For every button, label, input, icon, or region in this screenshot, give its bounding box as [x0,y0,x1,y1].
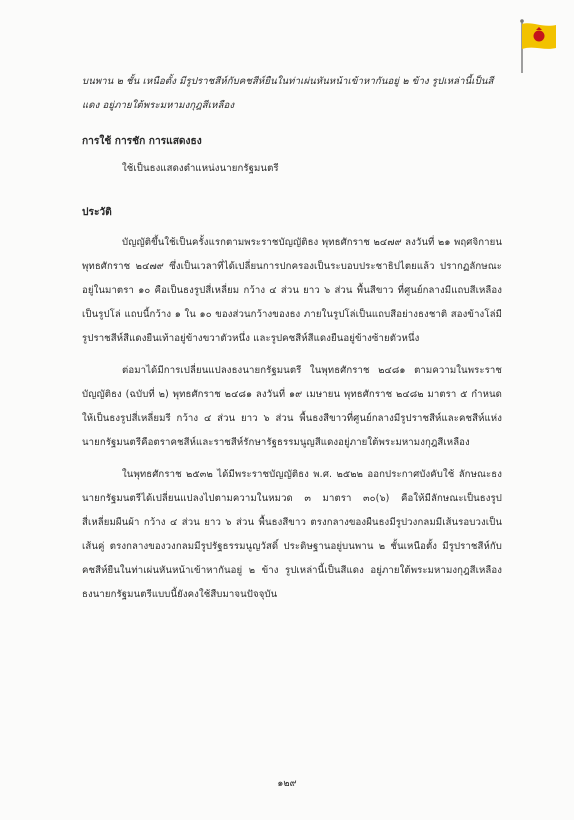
history-section [82,231,502,615]
usage-heading: การใช้ การชัก การแสดงธง [82,136,202,147]
history-paragraph: บัญญัติขึ้นใช้เป็นครั้งแรกตามพระราชบัญญัติธง พุทธศักราช ๒๔๗๙ ลงวันที่ ๒๑ พฤศจิกายน พุทธศักราช ๒๔๗๙ ซึ่งเป็นเวลาที่ได้เปลี่ยนการปกครองเป็นระบอบประชาธิปไตยแล้ว ปรากฏลักษณะอยู่ในมาตรา ๑๐ คือเป็นธงรูปสี่เหลี่ยม กว้าง ๔ ส่วน ยาว ๖ ส่วน พื้นสีขาว ที่ศูนย์กลางมีแถบสีเหลืองเป็นรูปโล่ แถบนี้กว้าง ๑ ใน ๑๐ ของส่วนกว้างของธง ภายในรูปโล่เป็นแถบสีอย่างธงชาติ สองข้างโล่มีรูปราชสีห์สีแดงยืนเท้าอยู่ข้างขวาตัวหนึ่ง และรูปคชสีห์สีแดงยืนอยู่ข้างซ้ายตัวหนึ่ง [82,237,502,344]
history-heading: ประวัติ [82,207,112,218]
prime-minister-flag-icon [516,18,560,74]
history-paragraph: ต่อมาได้มีการเปลี่ยนแปลงธงนายกรัฐมนตรี ในพุทธศักราช ๒๔๘๑ ตามความในพระราชบัญญัติธง (ฉบับที่ ๒) พุทธศักราช ๒๔๘๑ ลงวันที่ ๑๙ เมษายน พุทธศักราช ๒๔๘๒ มาตรา ๕ กำหนดให้เป็นธงรูปสี่เหลี่ยมรี กว้าง ๔ ส่วน ยาว ๖ ส่วน พื้นธงสีขาวที่ศูนย์กลางมีรูปราชสีห์และคชสีห์แห่งนายกรัฐมนตรีคือตราคชสีห์และราชสีห์รักษารัฐธรรมนูญสีแดงอยู่ภายใต้พระมหามงกุฎสีเหลือง [82,365,502,448]
page-number: ๑๒๙ [277,778,297,789]
history-paragraph: ในพุทธศักราช ๒๕๓๒ ได้มีพระราชบัญญัติธง พ.ศ. ๒๕๒๒ ออกประกาศบังคับใช้ ลักษณะธงนายกรัฐมนตรีได้เปลี่ยนแปลงไปตามความในหมวด ๓ มาตรา ๓๐(๖) คือให้มีลักษณะเป็นธงรูปสี่เหลี่ยมผืนผ้า กว้าง ๔ ส่วน ยาว ๖ ส่วน พื้นธงสีขาว ตรงกลางของผืนธงมีรูปวงกลมมีเส้นรอบวงเป็นเส้นคู่ ตรงกลางของวงกลมมีรูปรัฐธรรมนูญวัสดิ์ ประดิษฐานอยู่บนพาน ๒ ชั้นเหนือตั้ง มีรูปราชสีห์กับคชสีห์ยืนในท่าเผ่นหันหน้าเข้าหากันอยู่ ๒ ข้าง รูปเหล่านี้เป็นสีแดง อยู่ภายใต้พระมหามงกุฎสีเหลือง ธงนายกรัฐมนตรีแบบนี้ยังคงใช้สืบมาจนปัจจุบัน [82,469,502,600]
usage-text: ใช้เป็นธงแสดงตำแหน่งนายกรัฐมนตรี [122,163,279,174]
intro-paragraph [82,70,502,118]
intro-text: บนพาน ๒ ชั้น เหนือตั้ง มีรูปราชสีห์กับคชสีห์ยืนในท่าเผ่นหันหน้าเข้าหากันอยู่ ๒ ข้าง รูปเหล่านี้เป็นสีแดง อยู่ภายใต้พระมหามงกุฎสีเหลือง [82,76,494,111]
